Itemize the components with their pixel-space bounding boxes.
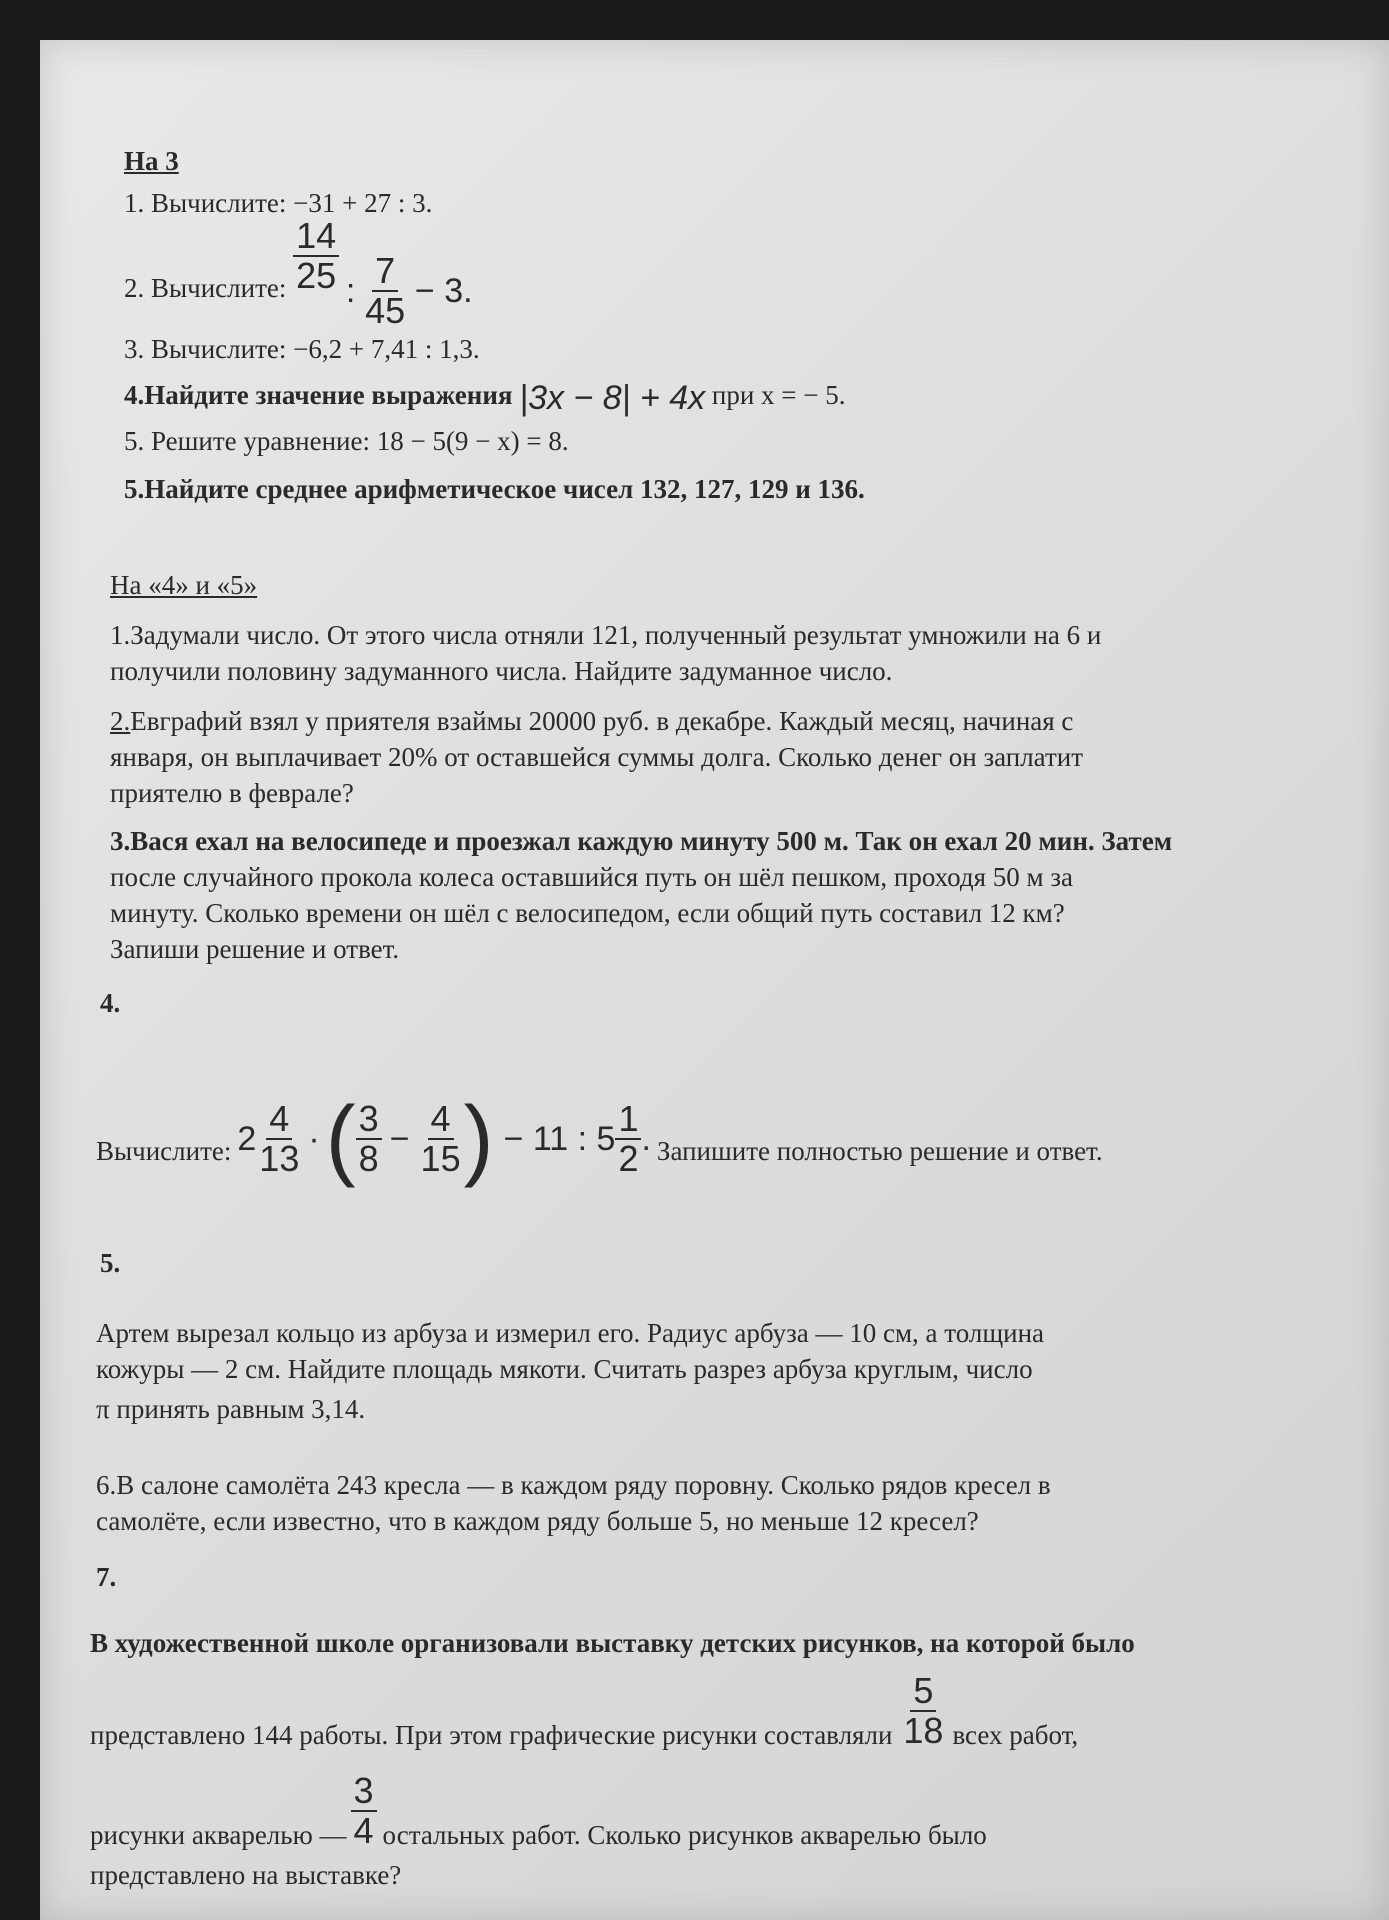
task-2-4-expression: [96, 1064, 1103, 1189]
task-2-3-line1: 3.Вася ехал на велосипеде и проезжал каждую минуту 500 м. Так он ехал 20 мин. Затем: [110, 826, 1173, 856]
task-number: 4.: [124, 380, 145, 410]
fraction-7-45: $\frac{7}{45}$: [365, 250, 406, 331]
task-2-7-line4: представлено на выставке?: [90, 1860, 402, 1890]
worksheet-page: [40, 40, 1389, 1920]
task-2-3-line3: минуту. Сколько времени он шёл с велосипедом, если общий путь составил 12 км?: [110, 898, 1065, 928]
math-expression: 2 $\frac{4}{13}$ · ( $\frac{3}{8}$ − $\frac{4}{15}$ ) − 11 : 5 $\frac{1}{2}$ .: [237, 1089, 651, 1189]
fraction-1-2: $\frac{1}{2}$: [615, 1100, 641, 1178]
task-2-4-number: 4.: [100, 988, 121, 1018]
task-text: Вычислите: −31 + 27 : 3.: [151, 188, 433, 218]
fraction-3-4: $\frac{3}{4}$: [351, 1772, 377, 1850]
task-2-2-line1: 2.Евграфий взял у приятеля взаймы 20000 руб. в декабре. Каждый месяц, начиная с: [110, 706, 1074, 736]
task-2-3-line4: Запиши решение и ответ.: [110, 934, 400, 964]
task-1-4: [124, 378, 846, 415]
task-2-7-number: 7.: [96, 1562, 117, 1592]
task-number: 2.: [124, 273, 145, 303]
section-heading-advanced: На «4» и «5»: [110, 570, 258, 600]
task-2-5-line3: π принять равным 3,14.: [96, 1394, 366, 1424]
task-2-6-line2: самолёте, если известно, что в каждом ряду больше 5, но меньше 12 кресел?: [96, 1506, 979, 1536]
task-text: Вычислите: −6,2 + 7,41 : 1,3.: [151, 334, 480, 364]
task-text: Решите уравнение: 18 − 5(9 − x) = 8.: [151, 426, 569, 456]
task-instruction: Запишите полностью решение и ответ.: [656, 1136, 1103, 1166]
task-1-3: [124, 332, 480, 366]
task-1-2: [124, 215, 473, 331]
task-1-1: [124, 186, 432, 220]
task-number: 2.: [110, 706, 131, 736]
task-2-6-line1: 6.В салоне самолёта 243 кресла — в каждом ряду поровну. Сколько рядов кресел в: [96, 1470, 1051, 1500]
task-2-1-line1: 1.Задумали число. От этого числа отняли 121, полученный результат умножили на 6 и: [110, 620, 1102, 650]
fraction-5-18: $\frac{5}{18}$: [903, 1670, 944, 1752]
task-2-5-number: 5.: [100, 1248, 121, 1278]
task-number: 5.: [124, 474, 145, 504]
right-paren: ): [463, 1089, 494, 1189]
task-number: 1.: [124, 188, 145, 218]
division-sign: :: [345, 271, 356, 310]
task-2-3-line2: после случайного прокола колеса оставшийся путь он шёл пешком, проходя 50 м за: [110, 862, 1074, 892]
expression-tail: − 3.: [414, 271, 473, 310]
task-number: 3.: [124, 334, 145, 364]
task-2-2-line2: января, он выплачивает 20% от оставшейся суммы долга. Сколько денег он заплатит: [110, 742, 1084, 772]
task-2-2-line3: приятелю в феврале?: [110, 778, 354, 808]
fraction-3-8: $\frac{3}{8}$: [356, 1100, 382, 1178]
task-text: Найдите среднее арифметическое чисел 132, 127, 129 и 136.: [144, 474, 865, 504]
left-paren: (: [325, 1089, 356, 1189]
task-2-1-line2: получили половину задуманного числа. Найдите задуманное число.: [110, 656, 893, 686]
fraction-14-25: $\frac{14}{25}$: [293, 217, 339, 295]
task-number: 5.: [124, 426, 145, 456]
task-2-5-line2: кожуры — 2 см. Найдите площадь мякоти. Считать разрез арбуза круглым, число: [96, 1354, 1033, 1384]
condition: при x = − 5.: [711, 380, 846, 410]
task-1-5: [124, 424, 569, 458]
task-1-6: [124, 472, 865, 506]
section-heading-basic: На 3: [124, 146, 179, 176]
fraction-4-13: $\frac{4}{13}$: [259, 1098, 300, 1179]
fraction-4-15: $\frac{4}{15}$: [420, 1098, 461, 1179]
task-2-7-line2: представлено 144 работы. При этом графические рисунки составляли $\frac{5}{18}$ всех работ,: [90, 1670, 1079, 1752]
task-2-5-line1: Артем вырезал кольцо из арбуза и измерил его. Радиус арбуза — 10 см, а толщина: [96, 1318, 1045, 1348]
task-text: Найдите значение выражения: [144, 380, 513, 410]
task-label: Вычислите:: [151, 273, 287, 303]
task-2-7-line1: В художественной школе организовали выставку детских рисунков, на которой было: [90, 1628, 1135, 1658]
task-2-7-line3: рисунки акварелью — $\frac{3}{4}$ остальных работ. Сколько рисунков акварелью было: [90, 1770, 987, 1852]
task-label: Вычислите:: [96, 1136, 232, 1166]
abs-expression: |3x − 8| + 4x: [519, 378, 706, 417]
